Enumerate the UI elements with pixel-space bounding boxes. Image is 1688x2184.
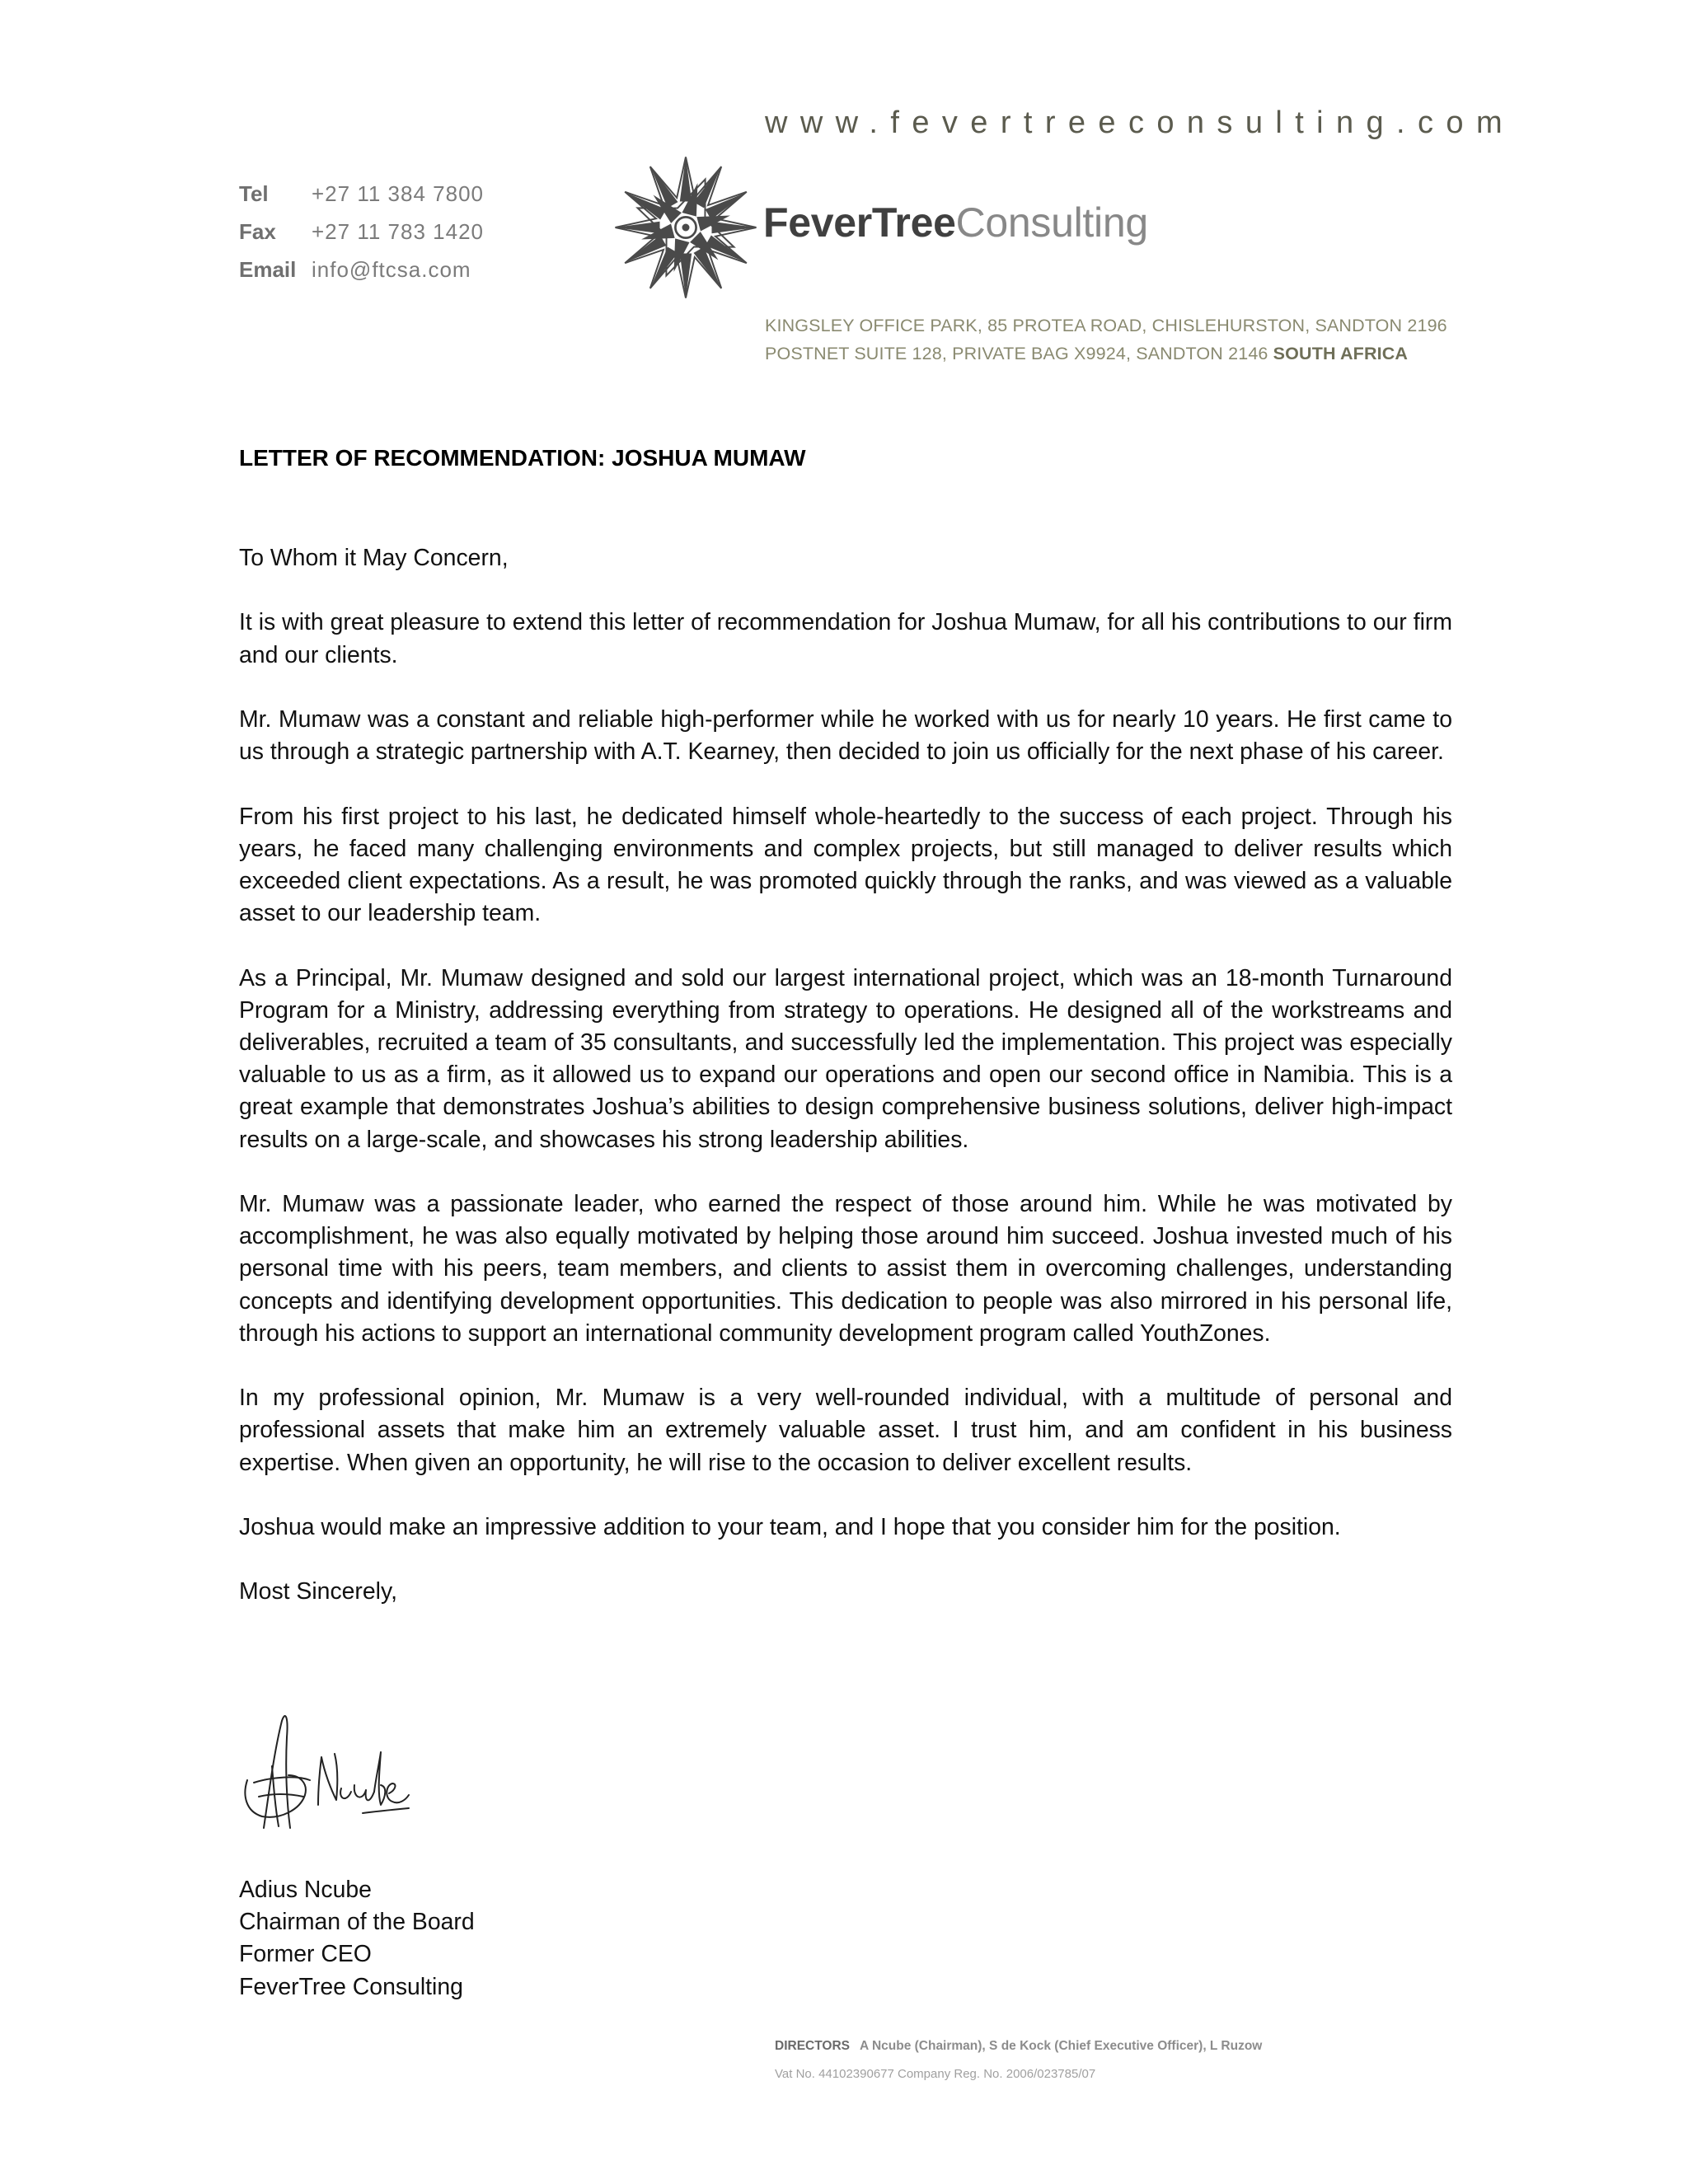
- directors-label: DIRECTORS: [775, 2039, 851, 2053]
- company-address: [765, 312, 1454, 368]
- contact-value: +27 11 783 1420: [312, 219, 484, 244]
- paragraph-7: Joshua would make an impressive addition to your team, and I hope that you consider him for the position.: [239, 1513, 1341, 1540]
- contact-value: info@ftcsa.com: [312, 257, 471, 282]
- signer-title-1: Chairman of the Board: [239, 1909, 475, 1936]
- paragraph-5: Mr. Mumaw was a passionate leader, who earned the respect of those around him. While he was motivated by accomplishment, he was also equally motivated by helping those around him succeed. Joshua invested much of his personal time with his peers, team members, and clients to assist them in overcoming challenges, understanding concepts and identifying development opportunities. This dedication to people was also mirrored in his personal life, through his actions to support an international community development program called YouthZones.: [239, 1190, 1452, 1347]
- company-name: [763, 199, 1148, 246]
- letter-subject: LETTER OF RECOMMENDATION: JOSHUA MUMAW: [239, 445, 806, 471]
- paragraph-1: It is with great pleasure to extend this letter of recommendation for Joshua Mumaw, for all his contributions to our firm and our clients.: [239, 609, 1452, 668]
- signer-title-2: Former CEO: [239, 1941, 372, 1968]
- address-line-1: KINGSLEY OFFICE PARK, 85 PROTEA ROAD, CHISLEHURSTON, SANDTON 2196: [765, 316, 1447, 335]
- contact-label: Fax: [239, 219, 276, 244]
- signer-company: FeverTree Consulting: [239, 1973, 463, 2000]
- contact-details: [239, 175, 484, 288]
- handwritten-signature: [239, 1704, 412, 1844]
- paragraph-4: As a Principal, Mr. Mumaw designed and sold our largest international project, which was an 18-month Turnaround Program for a Ministry, addressing everything from strategy to operations. He designed all of the workstreams and deliverables, recruited a team of 35 consultants, and successfully led the implementation. This project was especially valuable to us as a firm, as it allowed us to expand our operations and open our second office in Namibia. This is a great example that demonstrates Joshua’s abilities to design comprehensive business solutions, deliver high-impact results on a large-scale, and showcases his strong leadership abilities.: [239, 964, 1452, 1153]
- contact-row-fax: [239, 213, 484, 251]
- company-name-light: Consulting: [955, 199, 1148, 246]
- directors-list: A Ncube (Chairman), S de Kock (Chief Executive Officer), L Ruzow: [860, 2039, 1263, 2053]
- fevertree-logo-icon: [612, 153, 760, 302]
- address-line-2-text: POSTNET SUITE 128, PRIVATE BAG X9924, SANDTON 2146: [765, 344, 1268, 363]
- signer-block: [239, 1874, 475, 2004]
- paragraph-2: Mr. Mumaw was a constant and reliable high-performer while he worked with us for nearly 10 years. He first came to us through a strategic partnership with A.T. Kearney, then decided to join us officially for the next phase of his career.: [239, 705, 1452, 766]
- salutation: To Whom it May Concern,: [239, 545, 509, 571]
- contact-value: +27 11 384 7800: [312, 181, 484, 206]
- footer-directors: [775, 2039, 1262, 2054]
- closing: Most Sincerely,: [239, 1578, 397, 1605]
- paragraph-3: From his first project to his last, he dedicated himself whole-heartedly to the success of each project. Through his years, he faced many challenging environments and complex projects, but still managed to deliver results which exceeded client expectations. As a result, he was promoted quickly through the ranks, and was viewed as a valuable asset to our leadership team.: [239, 803, 1452, 927]
- contact-label: Email: [239, 257, 297, 282]
- letter-body: [239, 542, 1452, 1641]
- footer-registration: Vat No. 44102390677 Company Reg. No. 2006/023785/07: [775, 2067, 1096, 2081]
- company-name-bold: FeverTree: [763, 199, 956, 246]
- contact-label: Tel: [239, 181, 269, 206]
- address-line-2: [765, 340, 1454, 368]
- paragraph-6: In my professional opinion, Mr. Mumaw is a very well-rounded individual, with a multitude of personal and professional assets that make him an extremely valuable asset. I trust him, and am confident in his business expertise. When given an opportunity, he will rise to the occasion to deliver excellent results.: [239, 1385, 1452, 1476]
- address-country: SOUTH AFRICA: [1273, 344, 1409, 363]
- signer-name: Adius Ncube: [239, 1877, 372, 1903]
- contact-row-tel: [239, 175, 484, 213]
- website-url: www.fevertreeconsulting.com: [765, 105, 1516, 140]
- contact-row-email: [239, 251, 484, 288]
